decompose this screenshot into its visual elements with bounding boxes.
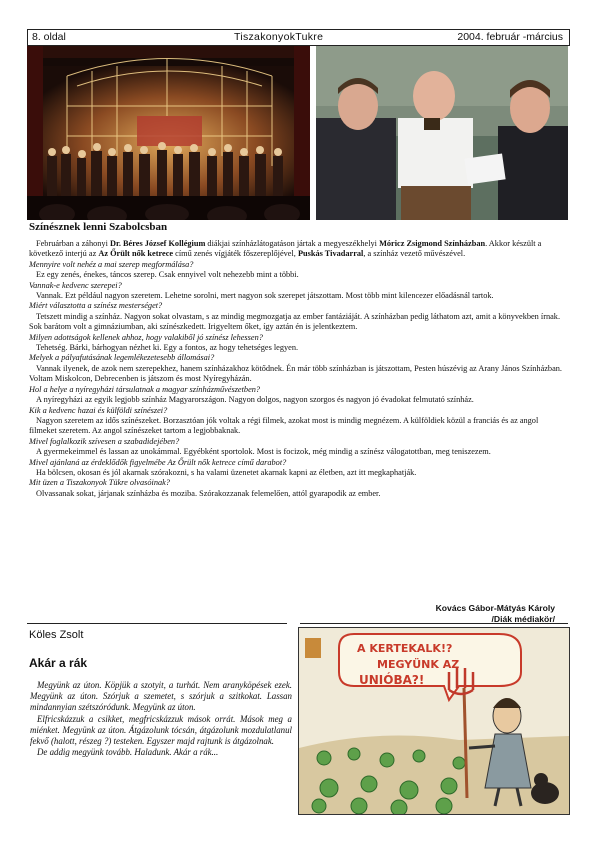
article-title: Színésznek lenni Szabolcsban — [29, 221, 168, 233]
poem-title: Akár a rák — [29, 656, 88, 670]
interview-question: Mennyire volt nehéz a mai szerep megformálása? — [29, 259, 194, 269]
interview-answer: Tetszett mindig a színház. Nagyon sokat olvastam, s az mindig megmozgatja az ember fantáziáját. A színházban pedig láthatom azt, amit a könyvekben írnak. Sok barátom volt a gimnáziumban, aki színészkedett. Irigyeltem őket, így aztán én is jelentkeztem. — [29, 311, 561, 332]
interview-answer: A gyermekeimmel és lassan az unokámmal. Egyébként sportolok. Most is focizok, még mindig a színész válogatottban, meg teniszezem. — [36, 447, 491, 457]
interview-answer: Vannak ilyenek, de azok nem szerepekhez, hanem színházakhoz kötődnek. Én már több színházban is játszottam, Pesten húszévig az Arany János Színházban. Voltam Miskolcon, Debrecenben is játszom és most Nyíregyházán. — [29, 363, 562, 384]
issue-date: 2004. február -március — [457, 31, 563, 43]
poem-paragraph: De addig megyünk tovább. Haladunk. Akár a rák... — [37, 747, 219, 758]
poem-paragraph: Elfricskázzuk a csikket, megfricskázzuk mások orrát. Mások meg a miénket. Megyünk az úton. Átgázolunk tócsán, átgázolunk mozdulatlanul fekvő (halott, részeg ?) testeken. Egyszer majd rajtunk is átgázolnak. — [30, 713, 292, 747]
poem-body — [30, 680, 292, 758]
poem-author: Köles Zsolt — [29, 629, 84, 641]
poem-paragraph: Megyünk az úton. Köpjük a szotyit, a turhát. Nem aranyköpések ezek. Megyünk az úton. Szórjuk a szemetet, s szórjuk a szitkokat. Lassan mindannyian szétszóródunk. Megyünk az úton. — [30, 680, 292, 713]
interview-answer: Ez egy zenés, énekes, táncos szerep. Csak ennyivel volt nehezebb mint a többi. — [36, 270, 299, 280]
intro-text: , a színház vezető művészével. — [363, 249, 466, 259]
signature-role: /Diák médiakör/ — [491, 614, 555, 624]
interview-answer: Ha bölcsen, okosan és jól akarnak szórakozni, s ha valami üzenetet akarnak kapni az életben, azt itt megkaphatják. — [36, 467, 417, 477]
interview-answer: Tehetség. Bárki, bárhogyan nézhet ki. Egy a fontos, az hogy tehetséges legyen. — [36, 343, 299, 353]
page-header — [27, 29, 570, 46]
interview-question: Kik a kedvenc hazai és külföldi színészei? — [29, 405, 168, 415]
bubble-text-2: MEGYÜNK AZ — [377, 658, 460, 671]
intro-text: diákjai színházlátogatáson jártak a megyeszékhelyi — [205, 239, 380, 248]
intro-text: című zenés vígjáték főszereplőjével, — [173, 249, 298, 259]
bubble-text-1: A KERTEKALK!? — [357, 642, 453, 655]
intro-text: Februárban a záhonyi — [36, 239, 110, 248]
interview-question: Mivel ajánlaná az érdeklődők figyelmébe Az Őrült nők ketrece című darabot? — [29, 457, 287, 467]
intro-actor: Puskás Tivadarral — [297, 249, 364, 259]
interview-answer: A nyíregyházi az egyik legjobb színház Magyarországon. Nagyon dolgos, nagyon szorgos és nagyon jó évadokat felmutató színház. — [36, 395, 474, 405]
theater-stage-photo — [27, 46, 310, 220]
interview-question: Hol a helye a nyíregyházi társulatnak a magyar színházművészetben? — [29, 384, 261, 394]
intro-text: . Akkor készült a következő interjú az — [29, 239, 542, 259]
interview-answer: Vannak. Ezt például nagyon szeretem. Lehetne sorolni, mert nagyon sok szerepet játszottam. Most több mint kilencezer előadásnál tartok. — [36, 291, 494, 301]
cartoon-drawing — [298, 627, 570, 815]
interview-question: Melyek a pályafutásának legemlékezetesebb állomásai? — [29, 353, 215, 363]
article-signature — [436, 603, 555, 625]
interview-question: Milyen adottságok kellenek ahhoz, hogy valakiből jó színész lehessen? — [29, 332, 263, 342]
interview-question: Vannak-e kedvenc szerepei? — [29, 280, 122, 290]
newspaper-title: TiszakonyokTukre — [234, 31, 324, 43]
interview-question: Mit üzen a Tiszakonyok Tükre olvasóinak? — [29, 478, 170, 488]
bubble-text-3: UNIÓBA?! — [359, 673, 425, 687]
interview-article — [29, 239, 565, 499]
intro-theater: Móricz Zsigmond Színházban — [379, 239, 486, 248]
article-intro — [29, 239, 565, 260]
intro-play: Az Őrült nők ketrece — [98, 249, 174, 259]
section-divider — [300, 623, 568, 624]
interview-answer: Olvassanak sokat, járjanak színházba és moziba. Szórakozzanak felemelően, attól gyarapodik az ember. — [36, 488, 381, 498]
interview-question: Miért választotta a színész mesterséget? — [29, 301, 163, 311]
interview-photo — [316, 46, 568, 220]
signature-names: Kovács Gábor-Mátyás Károly — [435, 603, 555, 613]
interview-question: Mivel foglalkozik szívesen a szabadidejében? — [29, 436, 180, 446]
section-divider — [27, 623, 287, 624]
interview-answer: Nagyon szeretem az idős színészeket. Borzasztóan jók voltak a régi filmek, azokat most is mindig megnézem. A külföldiek közül a franciás és az angol filmeket szeretem. Az angol színészeket tartom a legjobbaknak. — [29, 415, 539, 436]
page-number: 8. oldal — [32, 31, 66, 43]
intro-college: Dr. Béres József Kollégium — [109, 239, 206, 248]
